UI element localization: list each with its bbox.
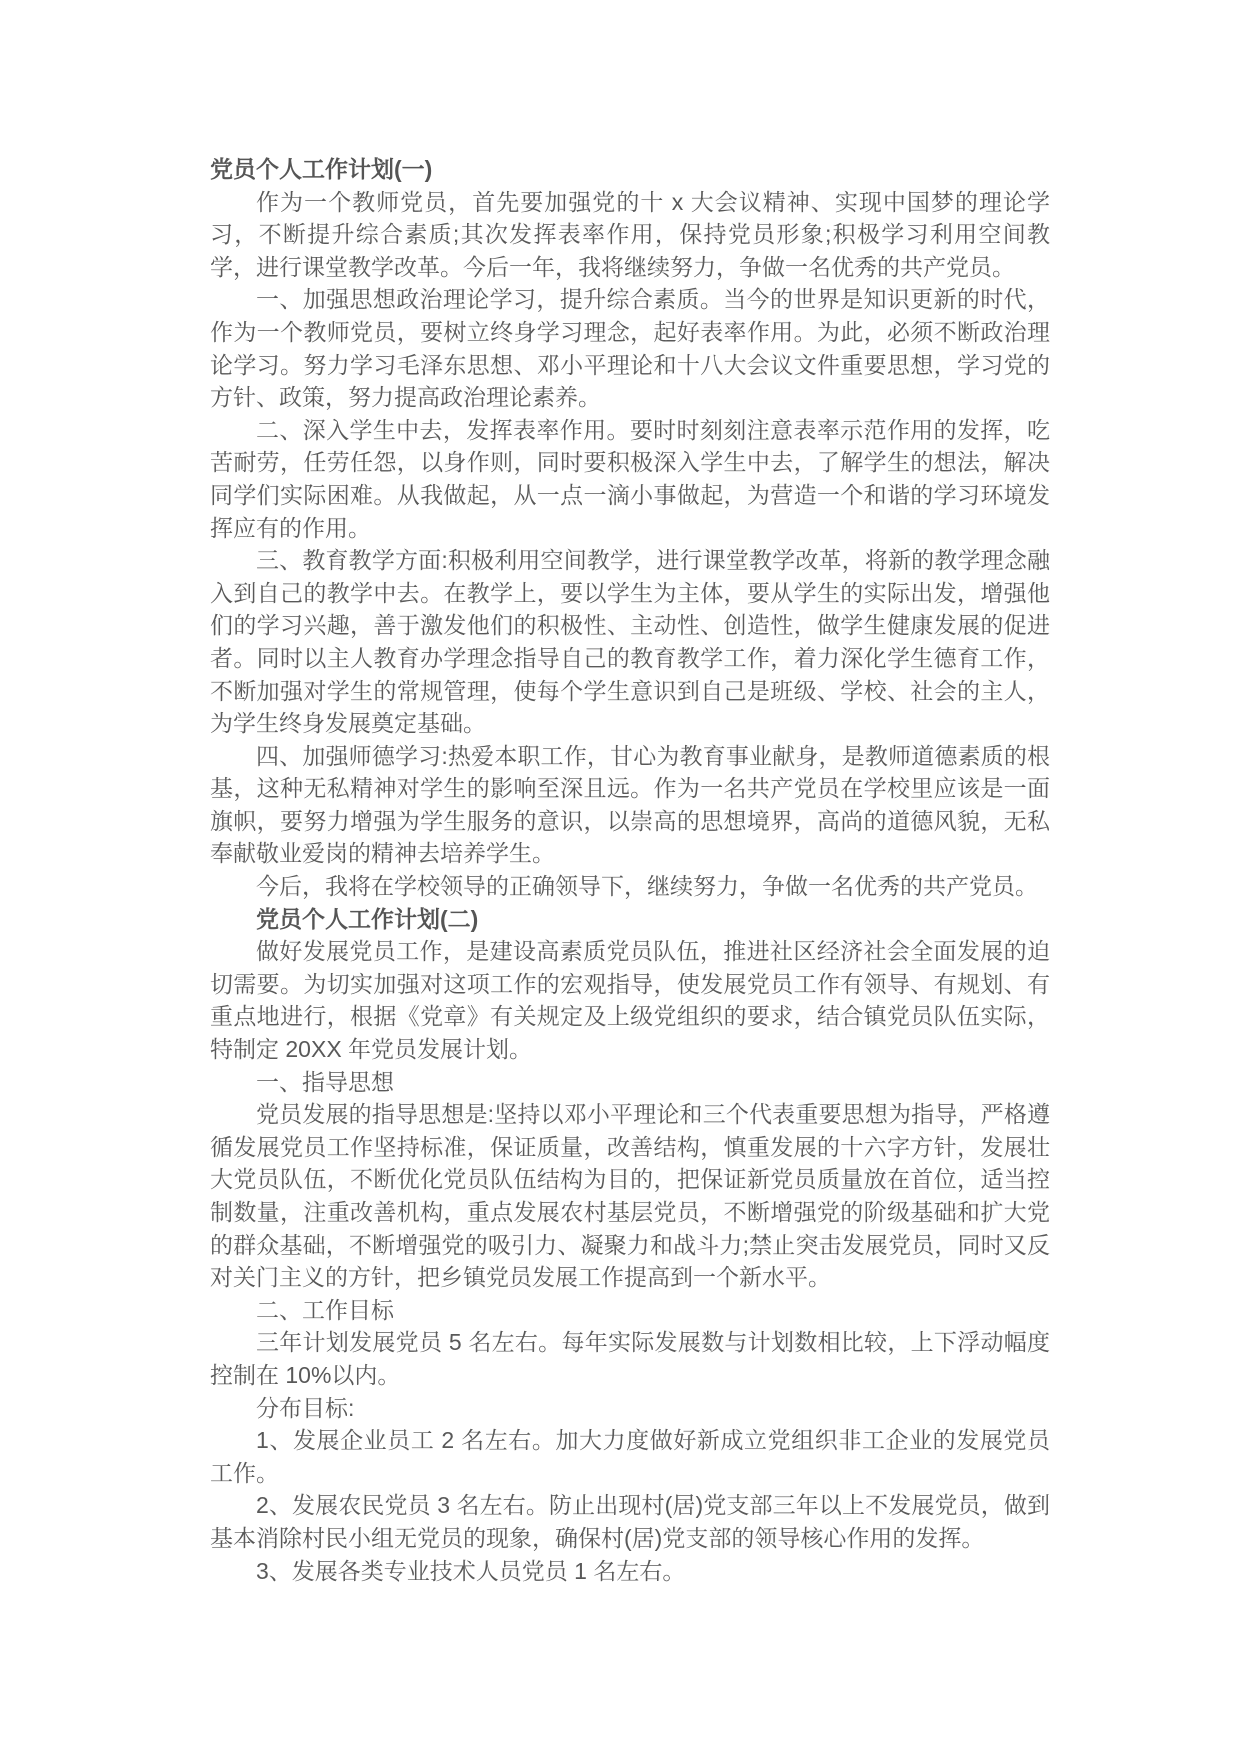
section1-title: 党员个人工作计划(一): [210, 156, 433, 182]
section2-intro: 做好发展党员工作，是建设高素质党员队伍，推进社区经济社会全面发展的迫切需要。为切实加强对这项工作的宏观指导，使发展党员工作有领导、有规划、有重点地进行，根据《党章》有关规定及上级党组织的要求，结合镇党员队伍实际，特制定 20XX 年党员发展计划。: [210, 938, 1050, 1063]
section2-dist-2: 2、发展农民党员 3 名左右。防止出现村(居)党支部三年以上不发展党员，做到基本消除村民小组无党员的现象，确保村(居)党支部的领导核心作用的发挥。: [210, 1492, 1050, 1551]
section1-intro: 作为一个教师党员，首先要加强党的十 x 大会议精神、实现中国梦的理论学习，不断提升综合素质;其次发挥表率作用，保持党员形象;积极学习利用空间教学，进行课堂教学改革。今后一年，我将继续努力，争做一名优秀的共产党员。: [210, 188, 1050, 280]
document-body: [210, 153, 1050, 1587]
section2-heading-1: 一、指导思想: [256, 1068, 394, 1095]
section1-closing: 今后，我将在学校领导的正确领导下，继续努力，争做一名优秀的共产党员。: [256, 873, 1038, 900]
section2-title: 党员个人工作计划(二): [256, 905, 479, 932]
section1-point-1: 一、加强思想政治理论学习，提升综合素质。当今的世界是知识更新的时代，作为一个教师党员，要树立终身学习理念，起好表率作用。为此，必须不断政治理论学习。努力学习毛泽东思想、邓小平理论和十八大会议文件重要思想，学习党的方针、政策，努力提高政治理论素养。: [210, 286, 1050, 411]
section2-guiding: 党员发展的指导思想是:坚持以邓小平理论和三个代表重要思想为指导，严格遵循发展党员工作坚持标准，保证质量，改善结构，慎重发展的十六字方针，发展壮大党员队伍，不断优化党员队伍结构为目的，把保证新党员质量放在首位，适当控制数量，注重改善机构，重点发展农村基层党员，不断增强党的阶级基础和扩大党的群众基础，不断增强党的吸引力、凝聚力和战斗力;禁止突击发展党员，同时又反对关门主义的方针，把乡镇党员发展工作提高到一个新水平。: [210, 1101, 1050, 1291]
section1-point-2: 二、深入学生中去，发挥表率作用。要时时刻刻注意表率示范作用的发挥，吃苦耐劳，任劳任怨，以身作则，同时要积极深入学生中去，了解学生的想法，解决同学们实际困难。从我做起，从一点一滴小事做起，为营造一个和谐的学习环境发挥应有的作用。: [210, 416, 1050, 541]
section2-dist-1: 1、发展企业员工 2 名左右。加大力度做好新成立党组织非工企业的发展党员工作。: [210, 1427, 1050, 1486]
section1-point-4: 四、加强师德学习:热爱本职工作，甘心为教育事业献身，是教师道德素质的根基，这种无私精神对学生的影响至深且远。作为一名共产党员在学校里应该是一面旗帜，要努力增强为学生服务的意识，以崇高的思想境界，高尚的道德风貌，无私奉献敬业爱岗的精神去培养学生。: [210, 742, 1050, 867]
section1-point-3: 三、教育教学方面:积极利用空间教学，进行课堂教学改革，将新的教学理念融入到自己的教学中去。在教学上，要以学生为主体，要从学生的实际出发，增强他们的学习兴趣，善于激发他们的积极性、主动性、创造性，做学生健康发展的促进者。同时以主人教育办学理念指导自己的教育教学工作，着力深化学生德育工作，不断加强对学生的常规管理，使每个学生意识到自己是班级、学校、社会的主人，为学生终身发展奠定基础。: [210, 547, 1050, 737]
section2-heading-2: 二、工作目标: [256, 1296, 394, 1323]
section2-goal: 三年计划发展党员 5 名左右。每年实际发展数与计划数相比较，上下浮动幅度控制在 10%以内。: [210, 1329, 1050, 1388]
section2-dist-3: 3、发展各类专业技术人员党员 1 名左右。: [256, 1557, 686, 1584]
section2-dist-label: 分布目标:: [256, 1394, 355, 1421]
